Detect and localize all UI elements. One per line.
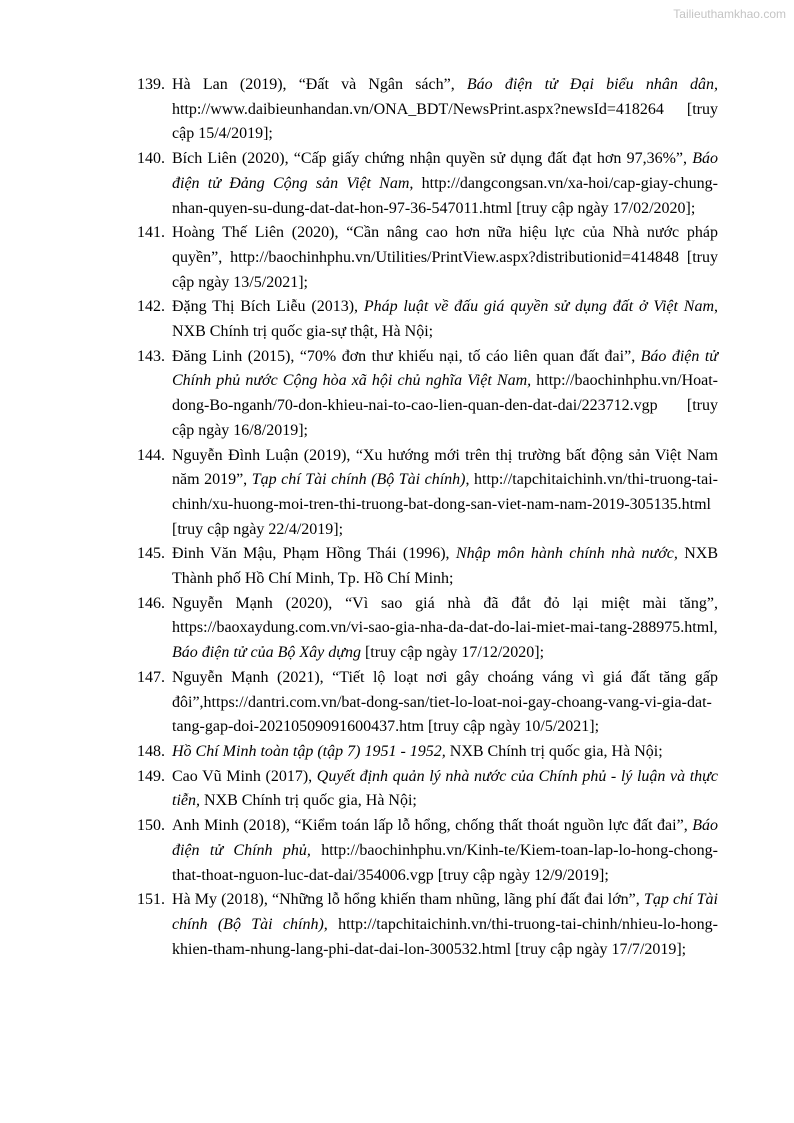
reference-text-segment: http://tapchitaichinh.vn/thi-truong-tai-chinh/nhieu-lo-hong-khien-tham-nhung-lang-phi-dat-dai-lon-300532.html [truy cập ngày 17/7/2019]; xyxy=(172,915,718,958)
reference-title-italic: Quyết định quản lý nhà nước của Chính phủ - lý luận và thực tiễn, xyxy=(172,767,718,810)
reference-text-segment: http://dangcongsan.vn/xa-hoi/cap-giay-chung-nhan-quyen-su-dung-dat-dat-hon-97-36-547011.html [truy cập ngày 17/02/2020]; xyxy=(172,174,719,217)
reference-text xyxy=(172,545,718,587)
reference-text-segment: Đinh Văn Mậu, Phạm Hồng Thái (1996), xyxy=(172,545,456,563)
reference-title-italic: Tạp chí Tài chính (Bộ Tài chính) xyxy=(251,471,466,489)
reference-number: 139. xyxy=(137,76,165,93)
reference-item xyxy=(137,345,718,444)
reference-number: 150. xyxy=(137,817,165,835)
reference-title-italic: Báo điện tử Chính phủ, xyxy=(172,817,718,859)
reference-text-segment: , http://tapchitaichinh.vn/thi-truong-tai-chinh/xu-huong-moi-tren-thi-truong-bat-dong-san-viet-nam-nam-2019-305135.html [truy cập ngày 22/4/2019]; xyxy=(172,471,718,538)
reference-text-segment: Anh Minh (2018), “Kiểm toán lấp lỗ hổng, chống thất thoát nguồn lực đất đai”, xyxy=(172,817,693,835)
reference-text-segment: Đặng Thị Bích Liễu (2013), xyxy=(172,298,364,316)
reference-number: 140. xyxy=(137,150,165,168)
reference-item xyxy=(137,444,718,543)
reference-number: 144. xyxy=(137,446,165,464)
reference-title-italic: Nhập môn hành chính nhà nước, xyxy=(455,545,678,563)
reference-item xyxy=(137,295,718,344)
reference-text xyxy=(172,224,718,290)
reference-item xyxy=(137,888,718,962)
reference-title-italic: Báo điện tử Đại biểu nhân dân, xyxy=(466,76,718,93)
reference-text-segment: Nguyễn Đình Luận (2019), “Xu hướng mới trên thị trường bất động sản Việt Nam năm 2019”, xyxy=(172,446,718,489)
reference-text-segment: Cao Vũ Minh (2017), xyxy=(172,767,317,785)
reference-text-segment: Nguyễn Mạnh (2021), “Tiết lộ loạt nơi gây choáng váng vì giá đất tăng gấp đôi”,https://dantri.com.vn/bat-dong-san/tiet-lo-loat-noi-gay-choang-vang-vi-gia-dat-tang-gap-doi-20210509091600437.htm [truy cập ngày 10/5/2021]; xyxy=(172,668,718,736)
reference-text-segment: http://www.daibieunhandan.vn/ONA_BDT/NewsPrint.aspx?newsId=418264 [truy cập 15/4/2019]; xyxy=(172,100,718,143)
reference-text xyxy=(172,76,718,142)
reference-title-italic: Báo điện tử Đảng Cộng sản Việt Nam, xyxy=(172,150,718,192)
reference-item xyxy=(137,740,718,765)
reference-text xyxy=(172,150,718,216)
reference-text xyxy=(172,298,718,340)
reference-text-segment: NXB Chính trị quốc gia, Hà Nội; xyxy=(200,792,417,810)
reference-text-segment: NXB Thành phố Hồ Chí Minh, Tp. Hồ Chí Minh; xyxy=(172,545,719,588)
reference-item xyxy=(137,147,718,221)
reference-text-segment: [truy cập ngày 17/12/2020]; xyxy=(360,644,545,662)
reference-text-segment: Hà My (2018), “Những lỗ hổng khiến tham nhũng, lãng phí đất đai lớn”, xyxy=(172,891,644,909)
reference-number: 151. xyxy=(137,891,165,909)
reference-number: 143. xyxy=(137,347,165,365)
reference-text xyxy=(172,595,718,661)
reference-text-segment: http://baochinhphu.vn/Kinh-te/Kiem-toan-lap-lo-hong-chong-that-thoat-nguon-luc-dat-dai/354006.vgp [truy cập ngày 12/9/2019]; xyxy=(172,841,718,884)
reference-number: 142. xyxy=(137,298,165,316)
reference-number: 145. xyxy=(137,545,165,563)
reference-item xyxy=(137,765,718,814)
reference-item xyxy=(137,666,718,740)
reference-text-segment: http://baochinhphu.vn/Hoat-dong-Bo-nganh/70-don-khieu-nai-to-cao-lien-quan-den-dat-dai/223712.vgp [truy cập ngày 16/8/2019]; xyxy=(172,372,718,439)
reference-text xyxy=(172,743,663,760)
reference-text xyxy=(172,768,718,810)
reference-text xyxy=(172,891,718,957)
reference-number: 146. xyxy=(137,594,165,612)
reference-item xyxy=(137,592,718,666)
reference-title-italic: Báo điện tử của Bộ Xây dựng xyxy=(172,644,361,662)
watermark-text: Tailieuthamkhao.com xyxy=(673,7,786,21)
reference-text-segment: NXB Chính trị quốc gia, Hà Nội; xyxy=(445,742,663,760)
reference-title-italic: Pháp luật về đấu giá quyền sử dụng đất ở Việt Nam xyxy=(363,298,715,316)
reference-number: 149. xyxy=(137,767,165,785)
reference-text xyxy=(172,447,718,538)
reference-title-italic: Hồ Chí Minh toàn tập (tập 7) 1951 - 1952, xyxy=(172,742,446,760)
reference-number: 147. xyxy=(137,668,165,686)
reference-text-segment: Hà Lan (2019), “Đất và Ngân sách”, xyxy=(172,76,467,93)
reference-text xyxy=(172,817,718,883)
reference-number: 141. xyxy=(137,224,165,242)
reference-text xyxy=(172,669,718,735)
reference-list xyxy=(137,73,718,962)
reference-item xyxy=(137,73,718,147)
reference-title-italic: Báo điện tử Chính phủ nước Cộng hòa xã hội chủ nghĩa Việt Nam, xyxy=(172,347,718,390)
reference-item xyxy=(137,542,718,591)
reference-text xyxy=(172,348,718,439)
reference-text-segment: Nguyễn Mạnh (2020), “Vì sao giá nhà đã đắt đỏ lại miệt mài tăng”, https://baoxaydung.com.vn/vi-sao-gia-nha-da-dat-do-lai-miet-mai-tang-288975.html, xyxy=(172,594,718,637)
reference-number: 148. xyxy=(137,742,165,760)
reference-text-segment: Bích Liên (2020), “Cấp giấy chứng nhận quyền sử dụng đất đạt hơn 97,36%”, xyxy=(172,150,693,168)
reference-text-segment: Hoàng Thế Liên (2020), “Cần nâng cao hơn nữa hiệu lực của Nhà nước pháp quyền”, http://baochinhphu.vn/Utilities/PrintView.aspx?distributionid=414848 [truy cập ngày 13/5/2021]; xyxy=(172,224,718,291)
reference-text-segment: , NXB Chính trị quốc gia-sự thật, Hà Nội; xyxy=(172,298,719,341)
reference-title-italic: Tạp chí Tài chính (Bộ Tài chính), xyxy=(172,891,718,933)
reference-item xyxy=(137,221,718,295)
reference-text-segment: Đăng Linh (2015), “70% đơn thư khiếu nại, tố cáo liên quan đất đai”, xyxy=(172,347,641,365)
reference-item xyxy=(137,814,718,888)
